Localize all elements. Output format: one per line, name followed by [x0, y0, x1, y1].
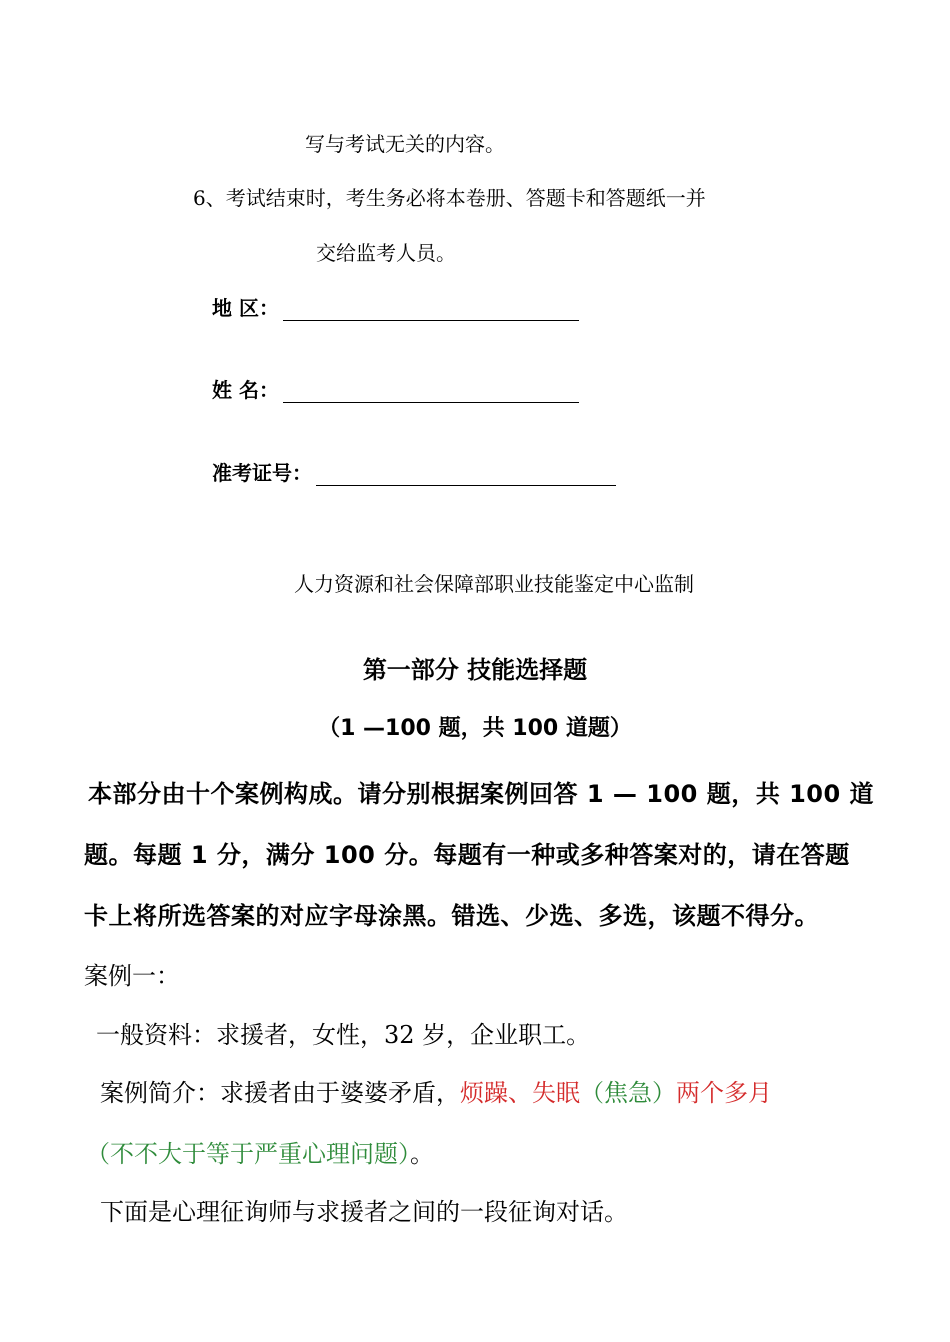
case-dialogue-intro: 下面是心理征询师与求援者之间的一段征询对话。 [100, 1198, 628, 1226]
case-general-info: 一般资料：求援者，女性，32 岁，企业职工。 [96, 1021, 591, 1049]
intro-line-1: 本部分由十个案例构成。请分别根据案例回答 1 — 100 题，共 100 道 [88, 780, 875, 808]
intro-line-3: 卡上将所选答案的对应字母涂黑。错选、少选、多选，该题不得分。 [84, 902, 819, 930]
name-field [212, 374, 579, 403]
case-summary-prefix: 案例简介：求援者由于婆婆矛盾， [100, 1079, 460, 1107]
case-summary-suffix: 。 [410, 1140, 434, 1168]
ticket-number-field [212, 457, 616, 486]
region-blank[interactable] [283, 298, 579, 321]
case-annotation-green: （焦急） [580, 1079, 676, 1107]
instruction-6: 6、考试结束时，考生务必将本卷册、答题卡和答题纸一并 [193, 186, 706, 210]
case-summary-line-1 [100, 1073, 772, 1108]
case-summary-line-2 [86, 1134, 434, 1169]
case-symptom-red: 烦躁、失眠 [460, 1079, 580, 1107]
ticket-number-blank[interactable] [316, 463, 616, 486]
case-duration-red: 两个多月 [676, 1079, 772, 1107]
instruction-6-continued: 交给监考人员。 [316, 241, 456, 265]
instruction-5-continued: 写与考试无关的内容。 [305, 132, 505, 156]
intro-line-2: 题。每题 1 分，满分 100 分。每题有一种或多种答案对的，请在答题 [84, 841, 850, 869]
name-blank[interactable] [283, 380, 579, 403]
region-label: 地 区： [212, 296, 279, 320]
section-title: 第一部分 技能选择题 [362, 656, 588, 684]
section-range: （1 —100 题，共 100 道题） [318, 716, 632, 741]
region-field [212, 292, 579, 321]
name-label: 姓 名： [212, 378, 279, 402]
supervisor-note: 人力资源和社会保障部职业技能鉴定中心监制 [294, 572, 694, 596]
ticket-number-label: 准考证号： [212, 461, 312, 485]
case-heading: 案例一： [84, 962, 180, 990]
case-diagnosis-green: （不不大于等于严重心理问题） [86, 1140, 410, 1168]
